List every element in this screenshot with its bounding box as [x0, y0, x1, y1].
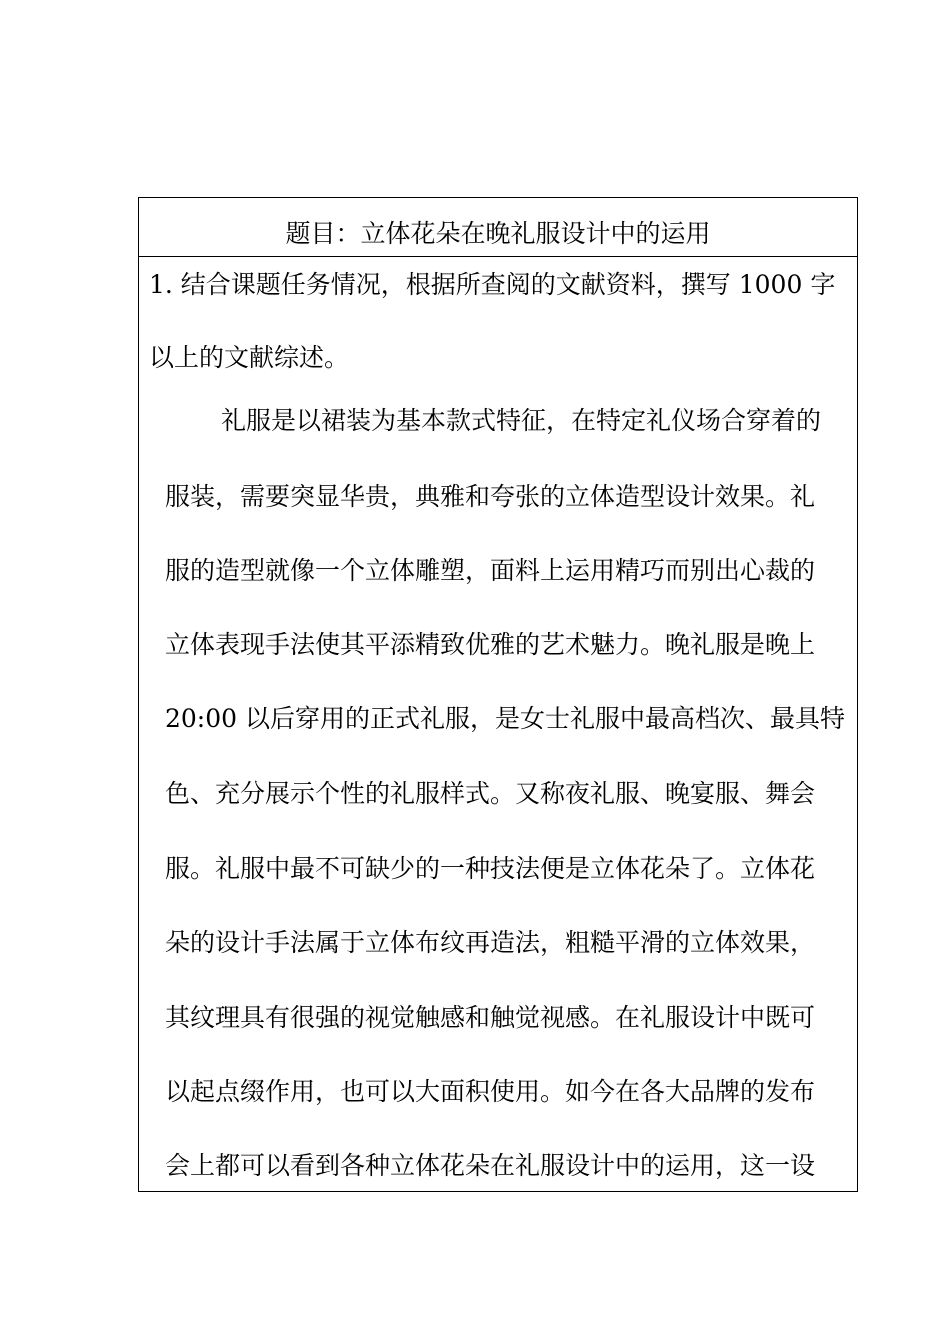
- body-line-10: 以起点缀作用，也可以大面积使用。如今在各大品牌的发布: [165, 1077, 816, 1106]
- body-line-7: 服。礼服中最不可缺少的一种技法便是立体花朵了。立体花: [165, 854, 816, 883]
- prompt-line-1: 1. 结合课题任务情况，根据所查阅的文献资料，撰写 1000 字: [149, 270, 836, 299]
- body-line-6: 色、充分展示个性的礼服样式。又称夜礼服、晚宴服、舞会: [165, 779, 816, 808]
- prompt-line-2: 以上的文献综述。: [149, 343, 350, 372]
- body-line-4: 立体表现手法使其平添精致优雅的艺术魅力。晚礼服是晚上: [165, 630, 816, 659]
- body-line-2: 服装，需要突显华贵，典雅和夸张的立体造型设计效果。礼: [165, 482, 816, 511]
- title-row: [139, 198, 857, 257]
- document-table: [138, 197, 858, 1192]
- body-line-11: 会上都可以看到各种立体花朵在礼服设计中的运用，这一设: [165, 1151, 816, 1180]
- body-line-1: 礼服是以裙装为基本款式特征，在特定礼仪场合穿着的: [221, 406, 822, 435]
- body-line-9: 其纹理具有很强的视觉触感和触觉视感。在礼服设计中既可: [165, 1003, 816, 1032]
- body-line-5: 20:00 以后穿用的正式礼服，是女士礼服中最高档次、最具特: [165, 704, 845, 733]
- body-line-3: 服的造型就像一个立体雕塑，面料上运用精巧而别出心裁的: [165, 556, 816, 585]
- body-line-8: 朵的设计手法属于立体布纹再造法，粗糙平滑的立体效果，: [165, 928, 816, 957]
- page-title: 题目：立体花朵在晚礼服设计中的运用: [285, 219, 711, 248]
